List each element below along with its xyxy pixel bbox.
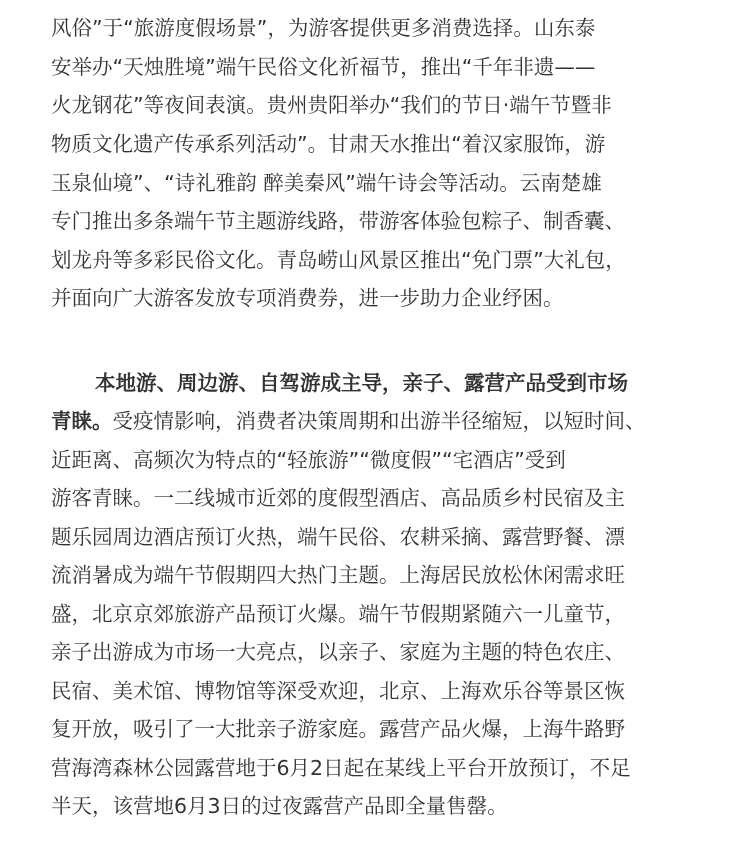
paragraph-line: 亲子出游成为市场一大亮点，以亲子、家庭为主题的特色农庄、: [51, 640, 625, 664]
paragraph-line: 物质文化遗产传承系列活动”。甘肃天水推出“着汉家服饰，游: [51, 132, 606, 156]
paragraph-line: 近距离、高频次为特点的“轻旅游”“微度假”“宅酒店”受到: [51, 448, 566, 472]
paragraph-line: 火龙钢花”等夜间表演。贵州贵阳举办“我们的节日·端午节暨非: [51, 93, 612, 117]
paragraph-line: 风俗”于“旅游度假场景”，为游客提供更多消费选择。山东泰: [51, 16, 596, 40]
paragraph-line: 题乐园周边酒店预订火热，端午民俗、农耕采摘、露营野餐、漂: [51, 525, 625, 549]
paragraph-line: 流消暑成为端午节假期四大热门主题。上海居民放松休闲需求旺: [51, 563, 625, 587]
paragraph-line-text: 受疫情影响，消费者决策周期和出游半径缩短，以短时间、: [112, 409, 646, 433]
paragraph-line: 复开放，吸引了一大批亲子游家庭。露营产品火爆，上海牛路野: [51, 717, 625, 741]
paragraph-heading-end: 青睐。: [51, 409, 113, 433]
paragraph-line: [51, 407, 646, 435]
paragraph-line: 安举办“天烛胜境”端午民俗文化祈福节，推出“千年非遗——: [51, 55, 596, 79]
paragraph-line: 半天，该营地6月3日的过夜露营产品即全量售罄。: [51, 794, 508, 818]
paragraph-line: 并面向广大游客发放专项消费券，进一步助力企业纾困。: [51, 286, 564, 310]
paragraph-line: 玉泉仙境”、“诗礼雅韵 醉美秦风”端午诗会等活动。云南楚雄: [51, 171, 602, 195]
paragraph-line: 专门推出多条端午节主题游线路，带游客体验包粽子、制香囊、: [51, 209, 625, 233]
paragraph-line: 盛，北京京郊旅游产品预订火爆。端午节假期紧随六一儿童节，: [51, 602, 625, 626]
paragraph-line: 营海湾森林公园露营地于6月2日起在某线上平台开放预订，不足: [51, 756, 631, 780]
paragraph-heading: 本地游、周边游、自驾游成主导，亲子、露营产品受到市场: [95, 371, 628, 395]
paragraph-line: 民宿、美术馆、博物馆等深受欢迎，北京、上海欢乐谷等景区恢: [51, 679, 625, 703]
paragraph-line: 游客青睐。一二线城市近郊的度假型酒店、高品质乡村民宿及主: [51, 486, 625, 510]
paragraph-line: 划龙舟等多彩民俗文化。青岛崂山风景区推出“免门票”大礼包，: [51, 248, 626, 272]
